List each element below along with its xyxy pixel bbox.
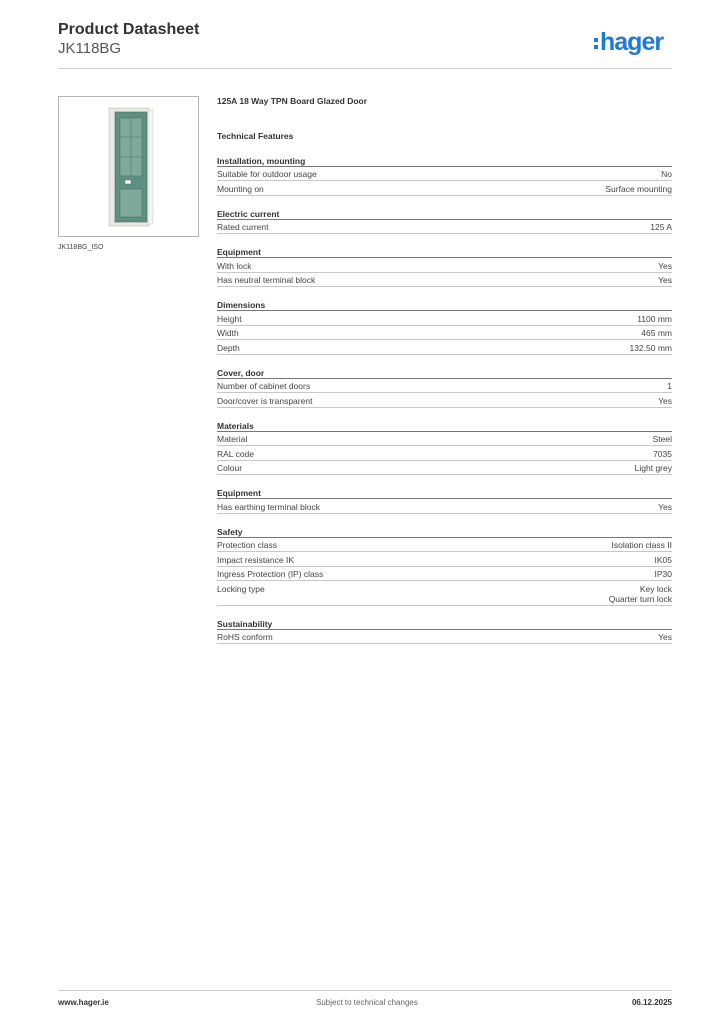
feature-label: Rated current: [217, 222, 269, 233]
feature-row: [217, 581, 672, 605]
feature-label: Height: [217, 313, 242, 324]
feature-group: [217, 364, 672, 408]
group-title: Dimensions: [217, 296, 672, 311]
feature-label: Mounting on: [217, 183, 264, 194]
technical-features-section: [217, 96, 672, 644]
feature-group: [217, 243, 672, 287]
feature-value-text: Surface mounting: [605, 183, 672, 194]
feature-row: [217, 220, 672, 234]
footer-date: 06.12.2025: [631, 998, 672, 1007]
feature-value-text: 1100 mm: [637, 313, 672, 324]
feature-row: [217, 393, 672, 407]
feature-value: [612, 540, 672, 550]
footer-website: www.hager.ie: [58, 998, 109, 1007]
feature-value: [629, 343, 672, 353]
footer-divider: [58, 990, 672, 991]
feature-value-text: Yes: [658, 395, 672, 406]
group-title: Electric current: [217, 205, 672, 220]
feature-value: [609, 584, 672, 604]
feature-label: With lock: [217, 260, 252, 271]
feature-value: [655, 569, 673, 579]
feature-group: [217, 205, 672, 234]
feature-value-text: 1: [667, 381, 672, 392]
feature-label: Colour: [217, 463, 243, 474]
group-title: Sustainability: [217, 615, 672, 630]
feature-value-text: Yes: [658, 632, 672, 643]
product-image: [58, 96, 199, 237]
feature-label: Suitable for outdoor usage: [217, 169, 317, 180]
feature-row: [217, 181, 672, 195]
distribution-board-illustration: [59, 97, 198, 236]
group-title: Materials: [217, 417, 672, 432]
feature-value: [667, 381, 672, 391]
feature-value: [635, 463, 672, 473]
feature-value-text: 7035: [653, 448, 672, 459]
feature-value-text: Light grey: [634, 463, 672, 474]
feature-row: [217, 167, 672, 181]
feature-row: [217, 630, 672, 644]
feature-row: [217, 446, 672, 460]
feature-label: Ingress Protection (IP) class: [217, 569, 324, 580]
group-title: Installation, mounting: [217, 152, 672, 167]
feature-value-text: IP30: [654, 569, 672, 580]
product-name: 125A 18 Way TPN Board Glazed Door: [217, 96, 368, 106]
feature-row: [217, 326, 672, 340]
feature-row: [217, 340, 672, 354]
product-code: JK118BG: [58, 40, 122, 57]
feature-label: Material: [217, 434, 248, 445]
feature-row: [217, 461, 672, 475]
feature-value-text: IK05: [654, 554, 672, 565]
feature-value-text: Yes: [658, 275, 672, 286]
feature-value: [655, 555, 673, 565]
feature-value: [653, 449, 672, 459]
feature-label: Has earthing terminal block: [217, 501, 320, 512]
feature-group: [217, 523, 672, 606]
feature-value-text: Key lock: [639, 583, 672, 594]
feature-label: RoHS conform: [217, 632, 273, 643]
feature-groups: [217, 152, 672, 644]
feature-label: Width: [217, 328, 239, 339]
header-divider: [58, 68, 672, 69]
feature-group: [217, 484, 672, 513]
feature-row: [217, 379, 672, 393]
group-title: Equipment: [217, 484, 672, 499]
feature-value: [637, 314, 672, 324]
feature-value: [658, 275, 672, 285]
feature-label: Has neutral terminal block: [217, 275, 316, 286]
logo-dots-icon: [594, 38, 598, 49]
logo-text: hager: [600, 27, 664, 56]
feature-row: [217, 538, 672, 552]
feature-value: [661, 169, 672, 179]
feature-row: [217, 499, 672, 513]
feature-value-text: No: [661, 169, 672, 180]
feature-row: [217, 432, 672, 446]
feature-group: [217, 152, 672, 196]
group-title: Cover, door: [217, 364, 672, 379]
feature-value-text: Yes: [658, 260, 672, 271]
feature-value: [658, 632, 672, 642]
feature-value-text: Steel: [652, 434, 672, 445]
feature-label: Depth: [217, 342, 240, 353]
feature-value: [650, 222, 672, 232]
feature-label: Door/cover is transparent: [217, 395, 313, 406]
feature-value: [658, 502, 672, 512]
footer-notice: Subject to technical changes: [316, 998, 418, 1007]
technical-features-title: Technical Features: [217, 131, 294, 141]
group-title: Equipment: [217, 243, 672, 258]
feature-value-text: 132.50 mm: [629, 342, 672, 353]
feature-label: Protection class: [217, 540, 277, 551]
feature-label: RAL code: [217, 448, 255, 459]
feature-label: Locking type: [217, 583, 265, 594]
feature-value: [605, 184, 672, 194]
feature-value: [658, 261, 672, 271]
feature-label: Number of cabinet doors: [217, 381, 311, 392]
feature-row: [217, 552, 672, 566]
feature-label: Impact resistance IK: [217, 554, 295, 565]
feature-row: [217, 567, 672, 581]
hager-logo: [594, 26, 663, 58]
group-title: Safety: [217, 523, 672, 538]
image-caption: JK118BG_ISO: [58, 244, 104, 251]
page-title: Product Datasheet: [58, 21, 200, 38]
feature-value: [653, 434, 672, 444]
feature-row: [217, 258, 672, 272]
feature-group: [217, 615, 672, 644]
feature-row: [217, 311, 672, 325]
feature-value-text: Yes: [658, 501, 672, 512]
feature-value-text: Quarter turn lock: [608, 593, 672, 604]
feature-value: [641, 328, 672, 338]
feature-group: [217, 417, 672, 475]
feature-group: [217, 296, 672, 354]
feature-row: [217, 273, 672, 287]
feature-value: [658, 396, 672, 406]
feature-value-text: 125 A: [650, 222, 672, 233]
feature-value-text: 465 mm: [641, 328, 672, 339]
feature-value-text: Isolation class II: [611, 540, 672, 551]
